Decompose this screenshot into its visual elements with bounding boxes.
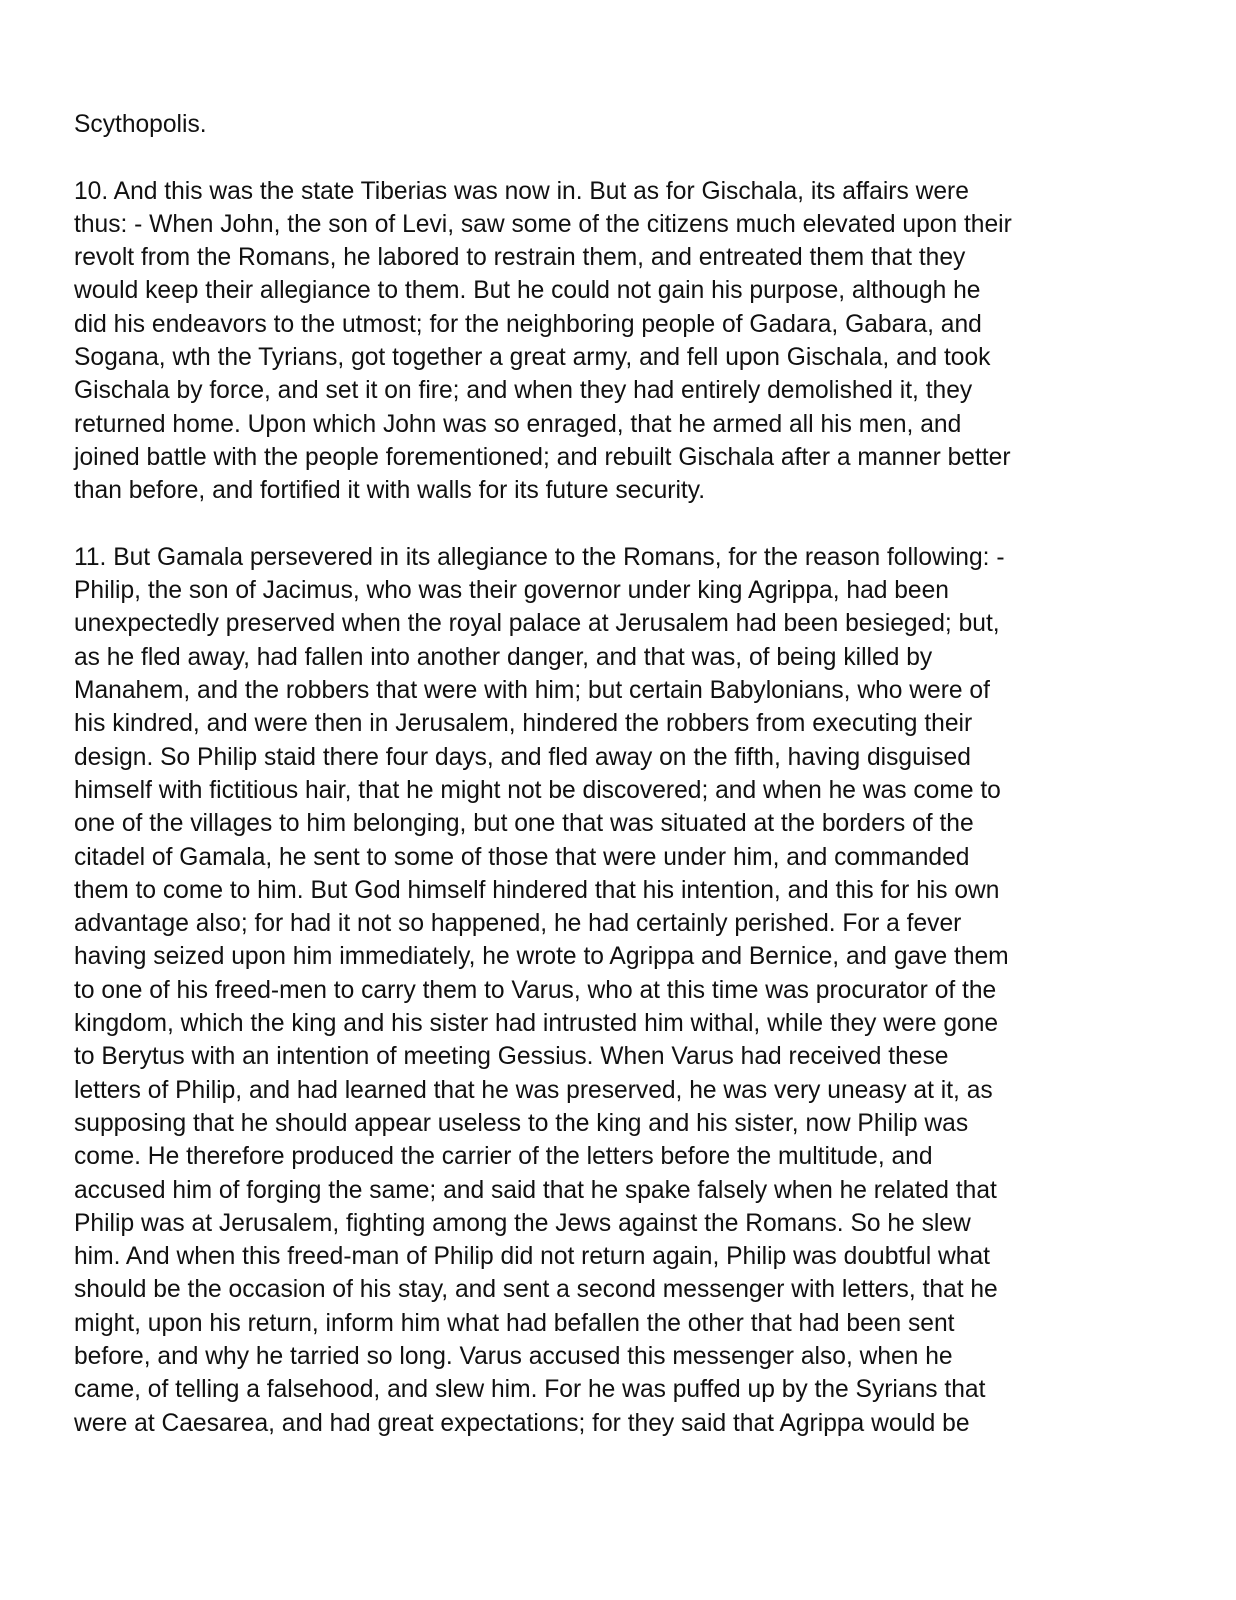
text-line: Philip was at Jerusalem, fighting among the Jews against the Romans. So he slew: [74, 1209, 971, 1237]
text-line: advantage also; for had it not so happened, he had certainly perished. For a fever: [74, 910, 962, 938]
text-line: them to come to him. But God himself hindered that his intention, and this for his own: [74, 876, 1000, 904]
text-line: himself with fictitious hair, that he might not be discovered; and when he was come to: [74, 776, 1001, 804]
document-page: [74, 108, 1164, 1440]
text-line: revolt from the Romans, he labored to restrain them, and entreated them that they: [74, 244, 966, 272]
text-line: should be the occasion of his stay, and sent a second messenger with letters, that he: [74, 1276, 998, 1304]
text-line: 11. But Gamala persevered in its allegiance to the Romans, for the reason following: -: [74, 543, 1005, 571]
paragraph-11: [74, 541, 1164, 1440]
text-line: than before, and fortified it with walls for its future security.: [74, 477, 706, 505]
text-line: Philip, the son of Jacimus, who was their governor under king Agrippa, had been: [74, 577, 949, 605]
text-line: would keep their allegiance to them. But he could not gain his purpose, although he: [74, 277, 981, 305]
text-line: to Berytus with an intention of meeting Gessius. When Varus had received these: [74, 1043, 949, 1071]
text-line: his kindred, and were then in Jerusalem, hindered the robbers from executing their: [74, 710, 973, 738]
text-line: come. He therefore produced the carrier of the letters before the multitude, and: [74, 1143, 933, 1171]
text-line: might, upon his return, inform him what had befallen the other that had been sent: [74, 1309, 955, 1337]
text-line: Manahem, and the robbers that were with him; but certain Babylonians, who were of: [74, 677, 990, 705]
text-line: were at Caesarea, and had great expectations; for they said that Agrippa would be: [74, 1409, 970, 1437]
text-line: citadel of Gamala, he sent to some of those that were under him, and commanded: [74, 843, 970, 871]
text-line: did his endeavors to the utmost; for the neighboring people of Gadara, Gabara, and: [74, 310, 982, 338]
text-line: joined battle with the people forementioned; and rebuilt Gischala after a manner better: [74, 443, 1011, 471]
text-line: before, and why he tarried so long. Varus accused this messenger also, when he: [74, 1342, 953, 1370]
text-line: Scythopolis.: [74, 111, 207, 138]
paragraph-gap: [74, 508, 1164, 541]
opening-line-block: [74, 108, 1164, 141]
text-line: as he fled away, had fallen into another danger, and that was, of being killed by: [74, 643, 933, 671]
paragraph-gap: [74, 141, 1164, 174]
text-line: Gischala by force, and set it on fire; and when they had entirely demolished it, they: [74, 377, 973, 405]
text-line: supposing that he should appear useless to the king and his sister, now Philip was: [74, 1109, 969, 1137]
text-line: accused him of forging the same; and said that he spake falsely when he related that: [74, 1176, 997, 1204]
text-line: to one of his freed-men to carry them to Varus, who at this time was procurator of the: [74, 976, 997, 1004]
text-line: returned home. Upon which John was so enraged, that he armed all his men, and: [74, 410, 962, 438]
text-line: came, of telling a falsehood, and slew him. For he was puffed up by the Syrians that: [74, 1376, 986, 1404]
text-line: letters of Philip, and had learned that he was preserved, he was very uneasy at it, as: [74, 1076, 993, 1104]
text-line: unexpectedly preserved when the royal palace at Jerusalem had been besieged; but,: [74, 610, 1000, 638]
text-line: thus: - When John, the son of Levi, saw some of the citizens much elevated upon their: [74, 210, 1012, 238]
text-line: design. So Philip staid there four days, and fled away on the fifth, having disguised: [74, 743, 971, 771]
paragraph-10: [74, 175, 1164, 508]
text-line: 10. And this was the state Tiberias was now in. But as for Gischala, its affairs were: [74, 177, 969, 205]
text-line: him. And when this freed-man of Philip did not return again, Philip was doubtful what: [74, 1243, 990, 1271]
text-line: having seized upon him immediately, he wrote to Agrippa and Bernice, and gave them: [74, 943, 1009, 971]
text-line: one of the villages to him belonging, but one that was situated at the borders of the: [74, 810, 974, 838]
text-line: kingdom, which the king and his sister had intrusted him withal, while they were gone: [74, 1010, 999, 1038]
text-line: Sogana, wth the Tyrians, got together a great army, and fell upon Gischala, and took: [74, 344, 991, 372]
